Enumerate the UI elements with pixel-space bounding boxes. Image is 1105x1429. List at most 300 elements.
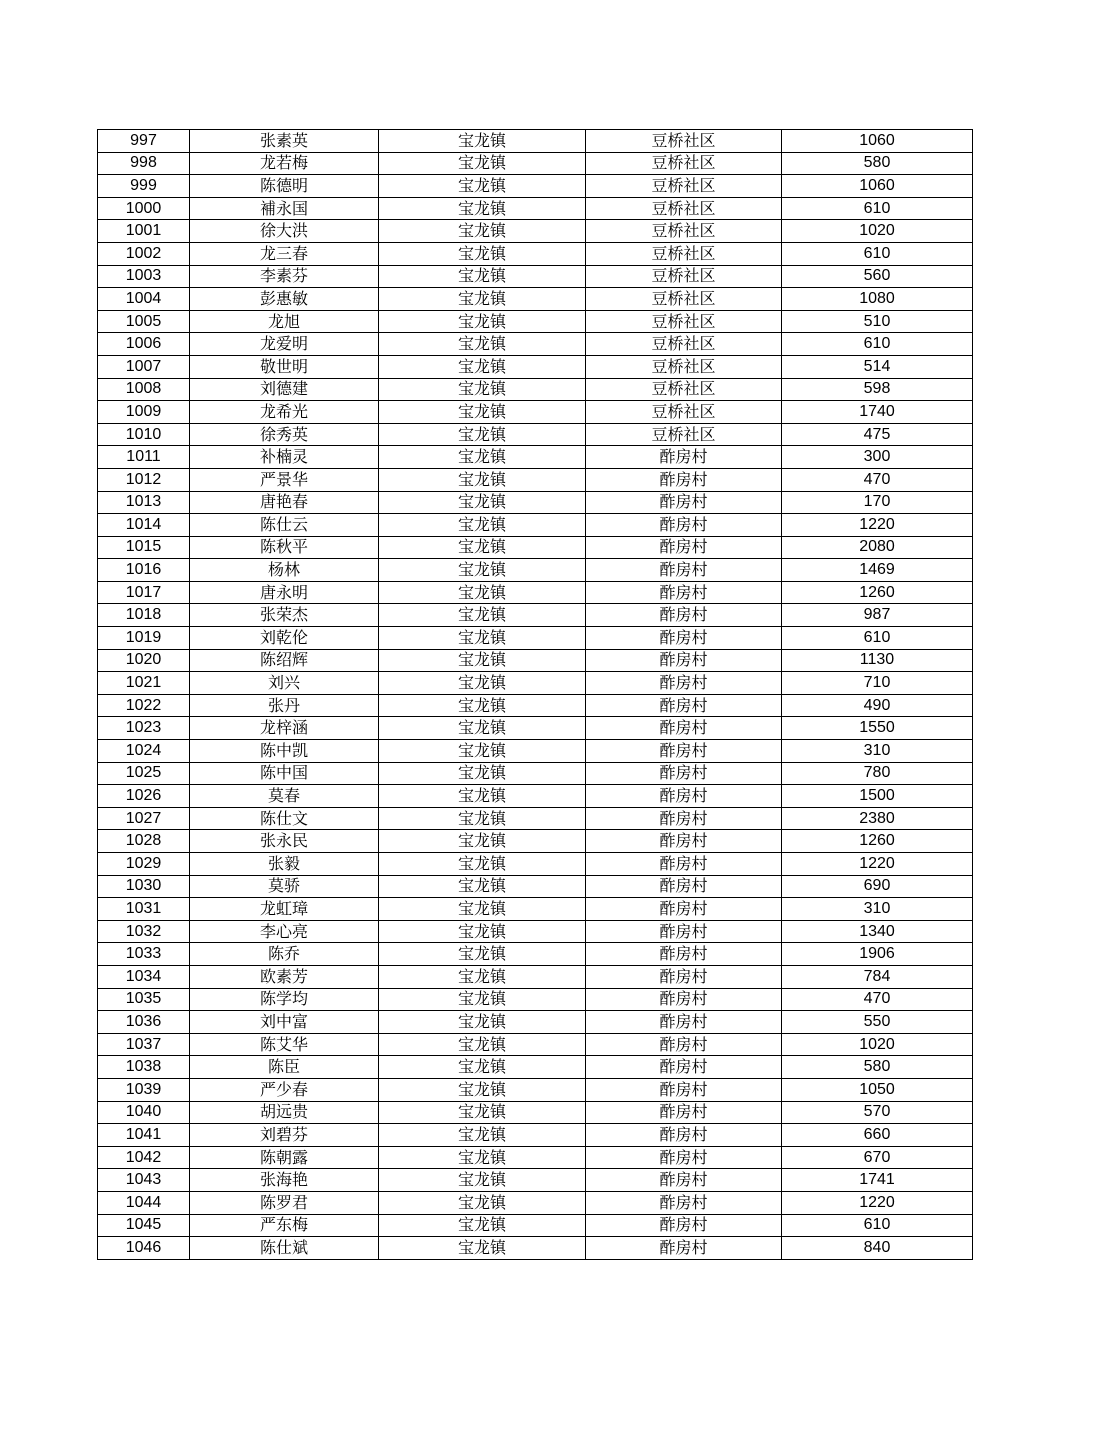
- cell-serial-number: 1028: [98, 830, 190, 853]
- cell-amount: 780: [782, 762, 973, 785]
- cell-amount: 840: [782, 1237, 973, 1260]
- cell-serial-number: 1026: [98, 785, 190, 808]
- cell-name: 陈学均: [190, 988, 379, 1011]
- cell-amount: 1260: [782, 581, 973, 604]
- cell-name: 陈仕云: [190, 514, 379, 537]
- cell-serial-number: 1007: [98, 355, 190, 378]
- cell-town: 宝龙镇: [379, 1033, 586, 1056]
- cell-village: 酢房村: [586, 672, 782, 695]
- cell-name: 张海艳: [190, 1169, 379, 1192]
- cell-town: 宝龙镇: [379, 649, 586, 672]
- cell-town: 宝龙镇: [379, 988, 586, 1011]
- cell-amount: 1130: [782, 649, 973, 672]
- cell-amount: 660: [782, 1124, 973, 1147]
- cell-village: 豆桥社区: [586, 288, 782, 311]
- cell-village: 酢房村: [586, 1033, 782, 1056]
- cell-village: 酢房村: [586, 1101, 782, 1124]
- cell-name: 龙旭: [190, 310, 379, 333]
- cell-name: 张荣杰: [190, 604, 379, 627]
- cell-name: 陈臣: [190, 1056, 379, 1079]
- cell-name: 唐艳春: [190, 491, 379, 514]
- cell-town: 宝龙镇: [379, 672, 586, 695]
- cell-town: 宝龙镇: [379, 536, 586, 559]
- cell-amount: 690: [782, 875, 973, 898]
- table-row: [98, 468, 973, 491]
- table-row: [98, 830, 973, 853]
- table-row: [98, 717, 973, 740]
- cell-amount: 1060: [782, 130, 973, 153]
- cell-village: 酢房村: [586, 920, 782, 943]
- table-row: [98, 1078, 973, 1101]
- cell-serial-number: 1020: [98, 649, 190, 672]
- table-row: [98, 401, 973, 424]
- cell-amount: 475: [782, 423, 973, 446]
- cell-amount: 1220: [782, 514, 973, 537]
- cell-name: 唐永明: [190, 581, 379, 604]
- cell-name: 龙爱明: [190, 333, 379, 356]
- cell-amount: 1741: [782, 1169, 973, 1192]
- cell-serial-number: 1040: [98, 1101, 190, 1124]
- cell-name: 陈仕斌: [190, 1237, 379, 1260]
- cell-amount: 170: [782, 491, 973, 514]
- table-row: [98, 785, 973, 808]
- cell-serial-number: 997: [98, 130, 190, 153]
- cell-name: 李素芬: [190, 265, 379, 288]
- cell-serial-number: 1044: [98, 1191, 190, 1214]
- cell-village: 豆桥社区: [586, 310, 782, 333]
- cell-serial-number: 1006: [98, 333, 190, 356]
- cell-town: 宝龙镇: [379, 965, 586, 988]
- table-row: [98, 694, 973, 717]
- cell-village: 酢房村: [586, 762, 782, 785]
- cell-serial-number: 1017: [98, 581, 190, 604]
- cell-name: 陈罗君: [190, 1191, 379, 1214]
- cell-serial-number: 1004: [98, 288, 190, 311]
- cell-village: 豆桥社区: [586, 220, 782, 243]
- cell-serial-number: 1008: [98, 378, 190, 401]
- cell-serial-number: 1010: [98, 423, 190, 446]
- cell-village: 酢房村: [586, 1078, 782, 1101]
- table-row: [98, 333, 973, 356]
- cell-village: 酢房村: [586, 514, 782, 537]
- cell-amount: 670: [782, 1146, 973, 1169]
- cell-village: 酢房村: [586, 536, 782, 559]
- cell-serial-number: 1015: [98, 536, 190, 559]
- table-row: [98, 1033, 973, 1056]
- cell-name: 陈秋平: [190, 536, 379, 559]
- cell-village: 豆桥社区: [586, 130, 782, 153]
- cell-serial-number: 1046: [98, 1237, 190, 1260]
- cell-village: 酢房村: [586, 943, 782, 966]
- cell-amount: 610: [782, 333, 973, 356]
- cell-name: 张毅: [190, 853, 379, 876]
- cell-name: 杨林: [190, 559, 379, 582]
- cell-village: 酢房村: [586, 853, 782, 876]
- cell-town: 宝龙镇: [379, 514, 586, 537]
- table-row: [98, 1146, 973, 1169]
- cell-town: 宝龙镇: [379, 1078, 586, 1101]
- cell-town: 宝龙镇: [379, 1146, 586, 1169]
- table-row: [98, 242, 973, 265]
- cell-village: 酢房村: [586, 785, 782, 808]
- table-row: [98, 152, 973, 175]
- cell-serial-number: 1041: [98, 1124, 190, 1147]
- cell-name: 严景华: [190, 468, 379, 491]
- cell-village: 酢房村: [586, 1056, 782, 1079]
- cell-name: 胡远贵: [190, 1101, 379, 1124]
- cell-serial-number: 1022: [98, 694, 190, 717]
- cell-serial-number: 1009: [98, 401, 190, 424]
- cell-name: 龙虹璋: [190, 898, 379, 921]
- cell-serial-number: 1043: [98, 1169, 190, 1192]
- cell-village: 酢房村: [586, 1146, 782, 1169]
- cell-town: 宝龙镇: [379, 152, 586, 175]
- table-row: [98, 378, 973, 401]
- cell-village: 酢房村: [586, 1124, 782, 1147]
- table-row: [98, 1169, 973, 1192]
- table-row: [98, 1056, 973, 1079]
- cell-village: 酢房村: [586, 875, 782, 898]
- cell-serial-number: 1035: [98, 988, 190, 1011]
- cell-name: 刘碧芬: [190, 1124, 379, 1147]
- table-row: [98, 1214, 973, 1237]
- cell-amount: 1220: [782, 1191, 973, 1214]
- cell-town: 宝龙镇: [379, 197, 586, 220]
- cell-name: 龙三春: [190, 242, 379, 265]
- cell-town: 宝龙镇: [379, 265, 586, 288]
- cell-serial-number: 1025: [98, 762, 190, 785]
- cell-amount: 580: [782, 152, 973, 175]
- cell-amount: 570: [782, 1101, 973, 1124]
- cell-town: 宝龙镇: [379, 627, 586, 650]
- table-row: [98, 943, 973, 966]
- table-row: [98, 853, 973, 876]
- table-row: [98, 197, 973, 220]
- cell-name: 敬世明: [190, 355, 379, 378]
- cell-village: 豆桥社区: [586, 378, 782, 401]
- table-row: [98, 355, 973, 378]
- table-row: [98, 514, 973, 537]
- table-row: [98, 446, 973, 469]
- cell-serial-number: 1038: [98, 1056, 190, 1079]
- cell-name: 陈仕文: [190, 807, 379, 830]
- cell-town: 宝龙镇: [379, 310, 586, 333]
- cell-serial-number: 1042: [98, 1146, 190, 1169]
- cell-town: 宝龙镇: [379, 446, 586, 469]
- cell-name: 张丹: [190, 694, 379, 717]
- cell-amount: 1469: [782, 559, 973, 582]
- cell-town: 宝龙镇: [379, 807, 586, 830]
- cell-amount: 1340: [782, 920, 973, 943]
- cell-serial-number: 1023: [98, 717, 190, 740]
- cell-town: 宝龙镇: [379, 468, 586, 491]
- cell-town: 宝龙镇: [379, 1056, 586, 1079]
- cell-town: 宝龙镇: [379, 401, 586, 424]
- cell-amount: 610: [782, 197, 973, 220]
- table-row: [98, 1101, 973, 1124]
- cell-village: 酢房村: [586, 649, 782, 672]
- cell-village: 豆桥社区: [586, 333, 782, 356]
- cell-town: 宝龙镇: [379, 581, 586, 604]
- table-row: [98, 220, 973, 243]
- cell-serial-number: 1001: [98, 220, 190, 243]
- cell-village: 豆桥社区: [586, 355, 782, 378]
- cell-amount: 610: [782, 1214, 973, 1237]
- cell-village: 酢房村: [586, 694, 782, 717]
- table-row: [98, 265, 973, 288]
- cell-village: 酢房村: [586, 830, 782, 853]
- cell-town: 宝龙镇: [379, 1214, 586, 1237]
- data-table: [97, 129, 973, 1260]
- cell-name: 欧素芳: [190, 965, 379, 988]
- cell-town: 宝龙镇: [379, 920, 586, 943]
- cell-town: 宝龙镇: [379, 355, 586, 378]
- cell-amount: 1020: [782, 220, 973, 243]
- cell-serial-number: 1013: [98, 491, 190, 514]
- table-row: [98, 762, 973, 785]
- cell-amount: 1080: [782, 288, 973, 311]
- cell-serial-number: 1014: [98, 514, 190, 537]
- cell-town: 宝龙镇: [379, 242, 586, 265]
- cell-serial-number: 1032: [98, 920, 190, 943]
- cell-amount: 1906: [782, 943, 973, 966]
- cell-village: 酢房村: [586, 988, 782, 1011]
- cell-amount: 310: [782, 740, 973, 763]
- cell-amount: 987: [782, 604, 973, 627]
- cell-name: 严少春: [190, 1078, 379, 1101]
- cell-town: 宝龙镇: [379, 762, 586, 785]
- cell-name: 陈德明: [190, 175, 379, 198]
- cell-name: 陈绍辉: [190, 649, 379, 672]
- cell-town: 宝龙镇: [379, 423, 586, 446]
- cell-name: 彭惠敏: [190, 288, 379, 311]
- cell-serial-number: 1003: [98, 265, 190, 288]
- cell-amount: 610: [782, 242, 973, 265]
- cell-village: 酢房村: [586, 468, 782, 491]
- cell-village: 酢房村: [586, 581, 782, 604]
- cell-village: 豆桥社区: [586, 175, 782, 198]
- table-row: [98, 672, 973, 695]
- cell-amount: 1050: [782, 1078, 973, 1101]
- cell-village: 酢房村: [586, 1191, 782, 1214]
- cell-village: 酢房村: [586, 627, 782, 650]
- cell-serial-number: 1021: [98, 672, 190, 695]
- cell-town: 宝龙镇: [379, 1101, 586, 1124]
- cell-serial-number: 1031: [98, 898, 190, 921]
- cell-name: 补楠灵: [190, 446, 379, 469]
- table-row: [98, 491, 973, 514]
- cell-name: 刘乾伦: [190, 627, 379, 650]
- table-row: [98, 1011, 973, 1034]
- cell-serial-number: 1036: [98, 1011, 190, 1034]
- cell-village: 酢房村: [586, 559, 782, 582]
- table-row: [98, 898, 973, 921]
- cell-town: 宝龙镇: [379, 1124, 586, 1147]
- table-row: [98, 604, 973, 627]
- table-row: [98, 288, 973, 311]
- cell-amount: 470: [782, 468, 973, 491]
- table-row: [98, 1237, 973, 1260]
- cell-serial-number: 1045: [98, 1214, 190, 1237]
- cell-amount: 1020: [782, 1033, 973, 1056]
- cell-village: 酢房村: [586, 740, 782, 763]
- cell-serial-number: 1024: [98, 740, 190, 763]
- cell-village: 豆桥社区: [586, 197, 782, 220]
- cell-town: 宝龙镇: [379, 830, 586, 853]
- cell-serial-number: 1029: [98, 853, 190, 876]
- cell-village: 酢房村: [586, 1214, 782, 1237]
- cell-serial-number: 1005: [98, 310, 190, 333]
- cell-serial-number: 999: [98, 175, 190, 198]
- cell-amount: 1740: [782, 401, 973, 424]
- cell-town: 宝龙镇: [379, 288, 586, 311]
- cell-amount: 610: [782, 627, 973, 650]
- table-row: [98, 988, 973, 1011]
- cell-village: 酢房村: [586, 491, 782, 514]
- cell-serial-number: 1030: [98, 875, 190, 898]
- cell-village: 酢房村: [586, 1169, 782, 1192]
- table-body: [98, 130, 973, 1260]
- table-row: [98, 581, 973, 604]
- cell-village: 酢房村: [586, 807, 782, 830]
- table-row: [98, 559, 973, 582]
- cell-amount: 560: [782, 265, 973, 288]
- table-row: [98, 536, 973, 559]
- cell-amount: 300: [782, 446, 973, 469]
- cell-amount: 2080: [782, 536, 973, 559]
- cell-name: 莫春: [190, 785, 379, 808]
- cell-serial-number: 1037: [98, 1033, 190, 1056]
- cell-town: 宝龙镇: [379, 785, 586, 808]
- cell-village: 酢房村: [586, 1237, 782, 1260]
- cell-name: 刘中富: [190, 1011, 379, 1034]
- cell-name: 严东梅: [190, 1214, 379, 1237]
- cell-village: 酢房村: [586, 965, 782, 988]
- cell-serial-number: 1002: [98, 242, 190, 265]
- cell-name: 刘德建: [190, 378, 379, 401]
- table-row: [98, 1191, 973, 1214]
- cell-town: 宝龙镇: [379, 220, 586, 243]
- cell-serial-number: 1016: [98, 559, 190, 582]
- cell-town: 宝龙镇: [379, 378, 586, 401]
- cell-town: 宝龙镇: [379, 333, 586, 356]
- table-row: [98, 875, 973, 898]
- cell-name: 陈中国: [190, 762, 379, 785]
- cell-town: 宝龙镇: [379, 1191, 586, 1214]
- cell-serial-number: 1000: [98, 197, 190, 220]
- cell-serial-number: 1027: [98, 807, 190, 830]
- cell-amount: 1060: [782, 175, 973, 198]
- table-row: [98, 175, 973, 198]
- cell-amount: 490: [782, 694, 973, 717]
- cell-serial-number: 1019: [98, 627, 190, 650]
- cell-town: 宝龙镇: [379, 130, 586, 153]
- cell-town: 宝龙镇: [379, 1011, 586, 1034]
- cell-name: 张永民: [190, 830, 379, 853]
- cell-town: 宝龙镇: [379, 491, 586, 514]
- cell-village: 酢房村: [586, 898, 782, 921]
- cell-town: 宝龙镇: [379, 717, 586, 740]
- cell-town: 宝龙镇: [379, 740, 586, 763]
- cell-amount: 784: [782, 965, 973, 988]
- table-row: [98, 310, 973, 333]
- table-row: [98, 423, 973, 446]
- cell-town: 宝龙镇: [379, 875, 586, 898]
- cell-serial-number: 1033: [98, 943, 190, 966]
- cell-serial-number: 1039: [98, 1078, 190, 1101]
- cell-village: 豆桥社区: [586, 401, 782, 424]
- table-row: [98, 740, 973, 763]
- table-row: [98, 130, 973, 153]
- cell-name: 陈中凯: [190, 740, 379, 763]
- table-row: [98, 807, 973, 830]
- cell-town: 宝龙镇: [379, 1237, 586, 1260]
- cell-name: 補永国: [190, 197, 379, 220]
- cell-village: 豆桥社区: [586, 152, 782, 175]
- cell-village: 豆桥社区: [586, 242, 782, 265]
- cell-name: 徐大洪: [190, 220, 379, 243]
- cell-serial-number: 998: [98, 152, 190, 175]
- cell-amount: 598: [782, 378, 973, 401]
- cell-town: 宝龙镇: [379, 694, 586, 717]
- cell-name: 龙若梅: [190, 152, 379, 175]
- cell-name: 陈艾华: [190, 1033, 379, 1056]
- cell-amount: 1260: [782, 830, 973, 853]
- table-row: [98, 627, 973, 650]
- cell-name: 刘兴: [190, 672, 379, 695]
- cell-amount: 510: [782, 310, 973, 333]
- cell-town: 宝龙镇: [379, 175, 586, 198]
- cell-name: 陈乔: [190, 943, 379, 966]
- cell-village: 豆桥社区: [586, 423, 782, 446]
- cell-serial-number: 1011: [98, 446, 190, 469]
- cell-amount: 550: [782, 1011, 973, 1034]
- table-row: [98, 649, 973, 672]
- cell-town: 宝龙镇: [379, 1169, 586, 1192]
- table-row: [98, 965, 973, 988]
- cell-amount: 1220: [782, 853, 973, 876]
- cell-town: 宝龙镇: [379, 898, 586, 921]
- cell-amount: 514: [782, 355, 973, 378]
- cell-amount: 310: [782, 898, 973, 921]
- cell-name: 莫骄: [190, 875, 379, 898]
- cell-village: 酢房村: [586, 1011, 782, 1034]
- cell-amount: 1550: [782, 717, 973, 740]
- cell-serial-number: 1034: [98, 965, 190, 988]
- cell-serial-number: 1012: [98, 468, 190, 491]
- cell-serial-number: 1018: [98, 604, 190, 627]
- cell-town: 宝龙镇: [379, 943, 586, 966]
- cell-town: 宝龙镇: [379, 559, 586, 582]
- cell-amount: 710: [782, 672, 973, 695]
- cell-village: 酢房村: [586, 717, 782, 740]
- table-row: [98, 1124, 973, 1147]
- cell-village: 酢房村: [586, 446, 782, 469]
- cell-name: 陈朝露: [190, 1146, 379, 1169]
- cell-name: 李心亮: [190, 920, 379, 943]
- cell-village: 酢房村: [586, 604, 782, 627]
- cell-town: 宝龙镇: [379, 853, 586, 876]
- cell-name: 龙梓涵: [190, 717, 379, 740]
- table-row: [98, 920, 973, 943]
- cell-amount: 580: [782, 1056, 973, 1079]
- cell-name: 徐秀英: [190, 423, 379, 446]
- cell-amount: 470: [782, 988, 973, 1011]
- cell-name: 张素英: [190, 130, 379, 153]
- cell-name: 龙希光: [190, 401, 379, 424]
- cell-town: 宝龙镇: [379, 604, 586, 627]
- cell-village: 豆桥社区: [586, 265, 782, 288]
